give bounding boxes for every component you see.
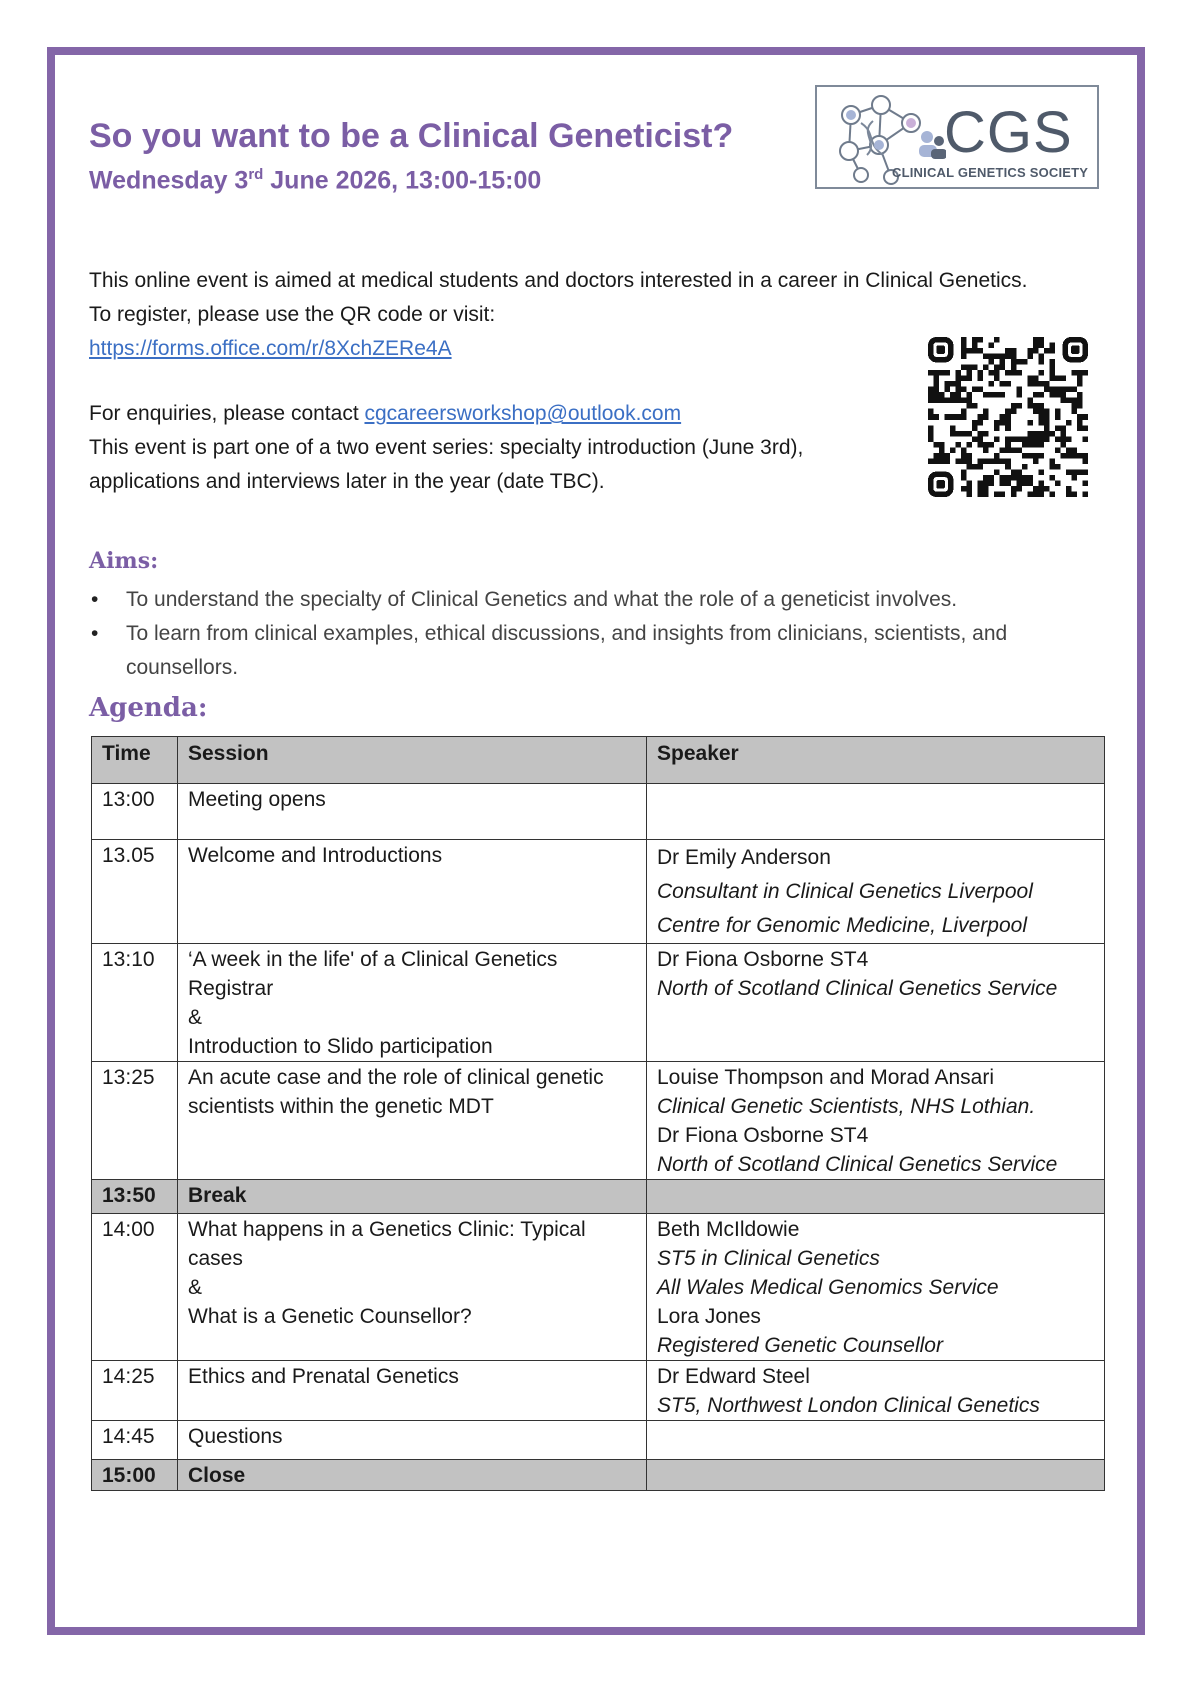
- agenda-session: [178, 1180, 647, 1214]
- speaker-role: Registered Genetic Counsellor: [657, 1334, 943, 1357]
- logo-subtitle: CLINICAL GENETICS SOCIETY: [892, 165, 1089, 180]
- agenda-speaker: [647, 1214, 1105, 1361]
- speaker-name: Dr Fiona Osborne ST4: [657, 1124, 869, 1147]
- session-line: Questions: [188, 1425, 283, 1448]
- enquiries-email-link[interactable]: cgcareersworkshop@outlook.com: [364, 402, 682, 425]
- aims-heading: Aims:: [89, 548, 159, 574]
- agenda-row: [92, 1062, 1105, 1180]
- speaker-role: All Wales Medical Genomics Service: [657, 1276, 999, 1299]
- speaker-name: Louise Thompson and Morad Ansari: [657, 1066, 994, 1089]
- agenda-row: [92, 1361, 1105, 1421]
- agenda-row: [92, 1214, 1105, 1361]
- session-line: &: [188, 1276, 203, 1299]
- agenda-time: 13.05: [92, 840, 178, 944]
- event-date-day: Wednesday 3: [89, 166, 249, 195]
- col-time-header: Time: [92, 737, 178, 784]
- agenda-row: [92, 1421, 1105, 1460]
- speaker-name: Dr Edward Steel: [657, 1365, 810, 1388]
- speaker-role: ST5 in Clinical Genetics: [657, 1247, 880, 1270]
- agenda-speaker: [647, 1421, 1105, 1460]
- enquiries-label: For enquiries, please contact: [89, 402, 365, 425]
- agenda-row: [92, 840, 1105, 944]
- speaker-name: Dr Emily Anderson: [657, 846, 831, 869]
- page-title: So you want to be a Clinical Geneticist?: [89, 117, 734, 155]
- agenda-speaker: [647, 1361, 1105, 1421]
- agenda-speaker: [647, 944, 1105, 1062]
- dinosaur-icon: [989, 398, 1028, 437]
- event-date-time: June 2026, 13:00-15:00: [263, 166, 542, 195]
- agenda-session: [178, 1214, 647, 1361]
- agenda-session: [178, 1062, 647, 1180]
- agenda-time: 14:45: [92, 1421, 178, 1460]
- agenda-time: 15:00: [92, 1460, 178, 1491]
- agenda-session: [178, 944, 647, 1062]
- agenda-speaker: [647, 1180, 1105, 1214]
- session-line: Ethics and Prenatal Genetics: [188, 1365, 459, 1388]
- agenda-session: [178, 1460, 647, 1491]
- speaker-name: Dr Fiona Osborne ST4: [657, 948, 869, 971]
- speaker-role: ST5, Northwest London Clinical Genetics: [657, 1394, 1040, 1417]
- aims-list: [89, 583, 1079, 685]
- session-line: Meeting opens: [188, 788, 326, 811]
- agenda-session: [178, 1421, 647, 1460]
- register-text: To register, please use the QR code or visit:: [89, 303, 496, 326]
- agenda-time: 13:25: [92, 1062, 178, 1180]
- speaker-role: Centre for Genomic Medicine, Liverpool: [657, 914, 1028, 937]
- session-line: What is a Genetic Counsellor?: [188, 1305, 472, 1328]
- speaker-name: Lora Jones: [657, 1305, 761, 1328]
- enquiries-line: [89, 397, 681, 431]
- aims-item: • To learn from clinical examples, ethical discussions, and insights from clinicians, scientists, and counsellors.: [89, 617, 1079, 685]
- agenda-speaker: [647, 1062, 1105, 1180]
- agenda-time: 13:50: [92, 1180, 178, 1214]
- intro-text: This online event is aimed at medical students and doctors interested in a career in Clinical Genetics.: [89, 269, 1028, 292]
- agenda-session: [178, 840, 647, 944]
- event-date: [89, 166, 541, 195]
- logo-text: CGS: [944, 100, 1073, 165]
- agenda-time: 14:25: [92, 1361, 178, 1421]
- qr-code[interactable]: [927, 337, 1089, 497]
- agenda-session: [178, 784, 647, 840]
- agenda-row: [92, 1460, 1105, 1491]
- agenda-heading: Agenda:: [89, 693, 208, 723]
- session-line: ‘A week in the life' of a Clinical Genetics Registrar: [188, 948, 558, 1000]
- speaker-role: Clinical Genetic Scientists, NHS Lothian.: [657, 1095, 1036, 1118]
- agenda-time: 13:00: [92, 784, 178, 840]
- speaker-role: North of Scotland Clinical Genetics Service: [657, 1153, 1058, 1176]
- aims-item: • To understand the specialty of Clinical Genetics and what the role of a geneticist involves.: [89, 583, 1079, 617]
- session-line: &: [188, 1006, 203, 1029]
- speaker-role: Consultant in Clinical Genetics Liverpool: [657, 880, 1033, 903]
- col-session-header: Session: [178, 737, 647, 784]
- series-text-2: applications and interviews later in the year (date TBC).: [89, 470, 605, 493]
- session-line: Close: [188, 1464, 246, 1487]
- agenda-row: [92, 1180, 1105, 1214]
- agenda-session: [178, 1361, 647, 1421]
- speaker-name: Beth McIldowie: [657, 1218, 800, 1241]
- col-speaker-header: Speaker: [647, 737, 1105, 784]
- session-line: What happens in a Genetics Clinic: Typical cases: [188, 1218, 586, 1270]
- agenda-speaker: [647, 1460, 1105, 1491]
- cgs-logo: [815, 85, 1099, 189]
- agenda-speaker: [647, 840, 1105, 944]
- agenda-table: [91, 736, 1105, 1491]
- session-line: Introduction to Slido participation: [188, 1035, 493, 1058]
- agenda-header-row: [92, 737, 1105, 784]
- agenda-speaker: [647, 784, 1105, 840]
- agenda-time: 14:00: [92, 1214, 178, 1361]
- session-line: An acute case and the role of clinical genetic scientists within the genetic MDT: [188, 1066, 604, 1118]
- event-date-suffix: rd: [248, 166, 264, 183]
- speaker-role: North of Scotland Clinical Genetics Service: [657, 977, 1058, 1000]
- session-line: Break: [188, 1184, 247, 1207]
- session-line: Welcome and Introductions: [188, 844, 443, 867]
- agenda-row: [92, 944, 1105, 1062]
- register-link[interactable]: https://forms.office.com/r/8XchZERe4A: [89, 337, 452, 360]
- agenda-row: [92, 784, 1105, 840]
- series-text-1: This event is part one of a two event series: specialty introduction (June 3rd),: [89, 436, 804, 459]
- agenda-time: 13:10: [92, 944, 178, 1062]
